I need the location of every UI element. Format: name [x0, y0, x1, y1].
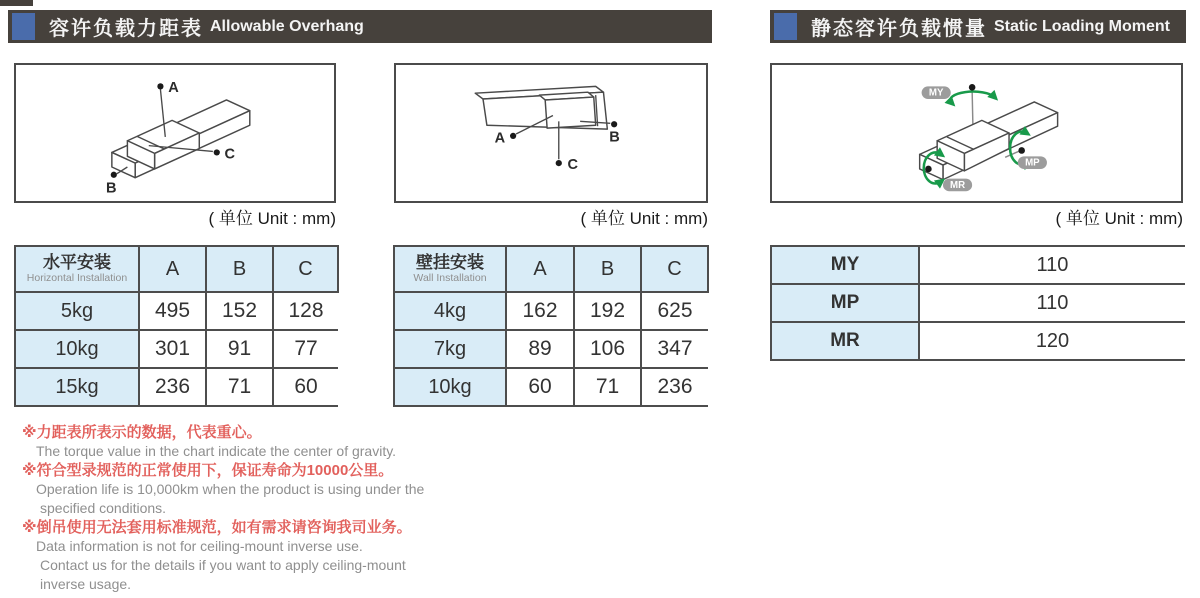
- label-c: C: [224, 146, 236, 163]
- header-title-en: Allowable Overhang: [210, 17, 364, 35]
- point-b-dot: [611, 121, 617, 127]
- horizontal-overhang-diagram: [16, 65, 334, 201]
- table-row: [15, 292, 338, 330]
- installation-en: Horizontal Installation: [26, 272, 128, 284]
- unit-label: ( 单位 Unit : mm): [580, 209, 708, 228]
- header-title-en: Static Loading Moment: [994, 17, 1170, 35]
- point-c-dot: [214, 149, 220, 155]
- load-cell: 10kg: [394, 368, 506, 406]
- load-cell: 4kg: [394, 292, 506, 330]
- wall-overhang-diagram: [396, 65, 706, 201]
- value-a: 60: [506, 368, 574, 406]
- col-header-b: B: [206, 246, 273, 292]
- label-c: C: [567, 156, 579, 173]
- value-b: 91: [206, 330, 273, 368]
- mr-axis-dot: [925, 166, 932, 173]
- table-header-installation: [15, 246, 139, 292]
- note-en: Contact us for the details if you want to apply ceiling-mount: [40, 557, 406, 573]
- moment-value: 120: [919, 322, 1185, 360]
- table-row: [394, 330, 708, 368]
- diagram-wall-installation: [394, 63, 708, 203]
- installation-zh: 壁挂安装: [416, 253, 484, 273]
- moment-table: [770, 245, 1185, 361]
- moment-label: MP: [771, 284, 919, 322]
- moment-value: 110: [919, 284, 1185, 322]
- moment-label: MY: [771, 246, 919, 284]
- my-axis-dot: [969, 84, 976, 91]
- horizontal-installation-table: [14, 245, 339, 407]
- label-b: B: [106, 180, 117, 197]
- note-zh: ※倒吊使用无法套用标准规范，如有需求请咨询我司业务。: [22, 519, 412, 536]
- note-en: inverse usage.: [40, 576, 132, 592]
- unit-label: ( 单位 Unit : mm): [208, 209, 336, 228]
- unit-label: ( 单位 Unit : mm): [1055, 209, 1183, 228]
- value-c: 236: [641, 368, 708, 406]
- header-accent-square: [12, 13, 35, 40]
- load-cell: 7kg: [394, 330, 506, 368]
- value-b: 71: [206, 368, 273, 406]
- table-row: [15, 330, 338, 368]
- col-header-c: C: [641, 246, 708, 292]
- load-cell: 10kg: [15, 330, 139, 368]
- label-my: MY: [928, 87, 944, 99]
- header-static-loading-moment: [770, 10, 1186, 43]
- note-en: The torque value in the chart indicate the center of gravity.: [36, 443, 397, 459]
- point-a-dot: [510, 133, 516, 139]
- moment-diagram: [772, 65, 1181, 201]
- load-cell: 5kg: [15, 292, 139, 330]
- diagram-static-loading-moment: [770, 63, 1183, 203]
- footnotes: [22, 423, 502, 594]
- value-a: 89: [506, 330, 574, 368]
- value-c: 128: [273, 292, 338, 330]
- value-b: 106: [574, 330, 641, 368]
- table-row: [394, 368, 708, 406]
- installation-en: Wall Installation: [413, 272, 487, 284]
- label-mr: MR: [950, 179, 966, 191]
- value-a: 301: [139, 330, 206, 368]
- label-b: B: [609, 129, 620, 146]
- wall-installation-table: [393, 245, 709, 407]
- table-header-installation: [394, 246, 506, 292]
- table-row: [771, 284, 1185, 322]
- value-a: 236: [139, 368, 206, 406]
- note-zh: ※力距表所表示的数据，代表重心。: [22, 424, 262, 441]
- moment-value: 110: [919, 246, 1185, 284]
- label-a: A: [494, 130, 506, 147]
- point-a-dot: [157, 83, 163, 89]
- installation-zh: 水平安装: [43, 253, 111, 273]
- value-c: 347: [641, 330, 708, 368]
- point-c-dot: [556, 160, 562, 166]
- label-mp: MP: [1025, 157, 1040, 169]
- value-c: 60: [273, 368, 338, 406]
- point-b-dot: [111, 172, 117, 178]
- load-cell: 15kg: [15, 368, 139, 406]
- header-allowable-overhang: [8, 10, 712, 43]
- value-b: 152: [206, 292, 273, 330]
- page-corner-mark: [0, 0, 33, 6]
- header-accent-square: [774, 13, 797, 40]
- col-header-b: B: [574, 246, 641, 292]
- header-title-zh: 静态容许负载惯量: [811, 18, 987, 40]
- note-en: Data information is not for ceiling-mount inverse use.: [36, 538, 363, 554]
- table-row: [394, 292, 708, 330]
- diagram-horizontal-installation: [14, 63, 336, 203]
- value-b: 192: [574, 292, 641, 330]
- value-c: 625: [641, 292, 708, 330]
- value-b: 71: [574, 368, 641, 406]
- col-header-c: C: [273, 246, 338, 292]
- table-row: [771, 322, 1185, 360]
- col-header-a: A: [506, 246, 574, 292]
- moment-label: MR: [771, 322, 919, 360]
- col-header-a: A: [139, 246, 206, 292]
- note-en: specified conditions.: [40, 500, 167, 516]
- table-row: [15, 368, 338, 406]
- value-a: 162: [506, 292, 574, 330]
- header-title-zh: 容许负载力距表: [49, 18, 203, 40]
- note-en: Operation life is 10,000km when the product is using under the: [36, 481, 425, 497]
- mp-axis-dot: [1018, 147, 1025, 154]
- value-c: 77: [273, 330, 338, 368]
- note-zh: ※符合型录规范的正常使用下，保证寿命为10000公里。: [22, 462, 394, 479]
- label-a: A: [168, 80, 179, 97]
- value-a: 495: [139, 292, 206, 330]
- table-row: [771, 246, 1185, 284]
